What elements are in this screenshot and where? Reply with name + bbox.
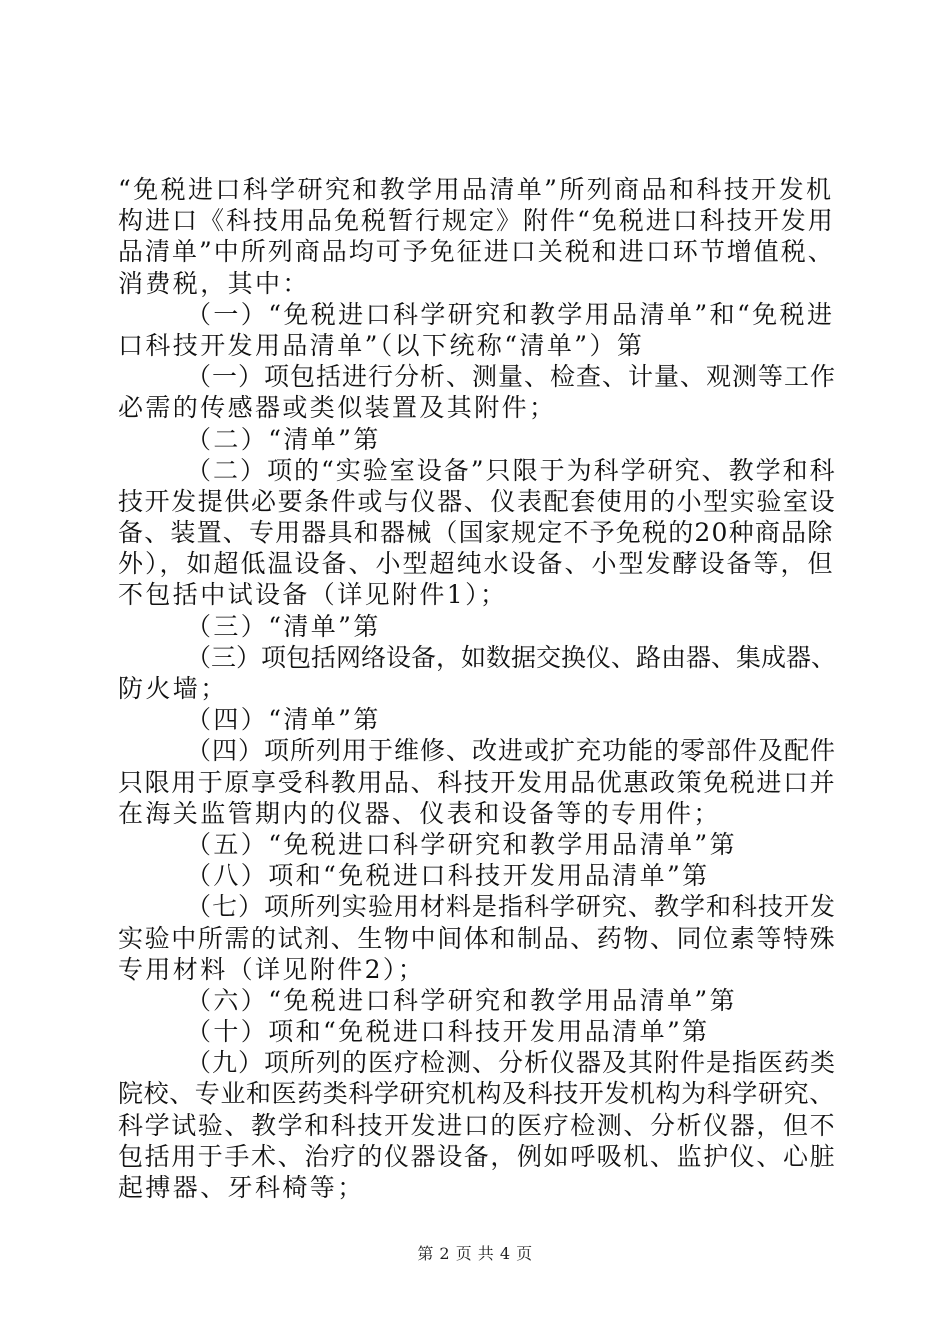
text-line: （十）项和“免税进口科技开发用品清单”第: [186, 1017, 710, 1047]
text-line: 外），如超低温设备、小型超纯水设备、小型发酵设备等，但: [118, 549, 835, 579]
text-line: 构进口《科技用品免税暂行规定》附件“免税进口科技开发用: [118, 206, 835, 236]
text-line: 院校、专业和医药类科学研究机构及科技开发机构为科学研究、: [118, 1079, 835, 1109]
page-footer: 第 2 页 共 4 页: [417, 1244, 533, 1263]
text-line: 专用材料（详见附件2）；: [118, 954, 426, 984]
text-line: （三）“清单”第: [186, 611, 381, 641]
text-line: 科学试验、教学和科技开发进口的医疗检测、分析仪器，但不: [118, 1110, 837, 1140]
text-line: 必需的传感器或类似装置及其附件；: [118, 393, 557, 423]
text-line: （七）项所列实验用材料是指科学研究、教学和科技开发: [186, 892, 837, 922]
text-line: 包括用于手术、治疗的仪器设备，例如呼吸机、监护仪、心脏: [118, 1141, 837, 1171]
text-line: 防火墙；: [118, 674, 228, 703]
text-line: 起搏器、牙科椅等；: [118, 1173, 365, 1202]
text-line: 品清单”中所列商品均可予免征进口关税和进口环节增值税、: [118, 237, 835, 267]
document-body: [118, 174, 838, 1203]
text-line: （四）项所列用于维修、改进或扩充功能的零部件及配件: [186, 736, 837, 766]
text-line: （五）“免税进口科学研究和教学用品清单”第: [186, 829, 737, 859]
text-line: 不包括中试设备（详见附件1）；: [118, 580, 508, 610]
text-line: 实验中所需的试剂、生物中间体和制品、药物、同位素等特殊: [118, 923, 837, 953]
text-line: （六）“免税进口科学研究和教学用品清单”第: [186, 985, 737, 1015]
text-line: （三）项包括网络设备，如数据交换仪、路由器、集成器、: [186, 642, 837, 672]
text-line: （一）项包括进行分析、测量、检查、计量、观测等工作: [186, 362, 837, 392]
text-line: （一）“免税进口科学研究和教学用品清单”和“免税进: [186, 299, 835, 329]
text-line: “免税进口科学研究和教学用品清单”所列商品和科技开发机: [118, 175, 834, 204]
text-line: 消费税，其中：: [118, 268, 310, 298]
text-line: （八）项和“免税进口科技开发用品清单”第: [186, 861, 710, 891]
text-line: 只限用于原享受科教用品、科技开发用品优惠政策免税进口并: [118, 767, 837, 797]
text-line: 口科技开发用品清单”（以下统称“清单”）第: [118, 330, 645, 360]
text-line: （九）项所列的医疗检测、分析仪器及其附件是指医药类: [186, 1048, 837, 1078]
text-line: （二）“清单”第: [186, 424, 381, 454]
text-line: 技开发提供必要条件或与仪器、仪表配套使用的小型实验室设: [118, 486, 837, 516]
text-line: （四）“清单”第: [186, 705, 381, 735]
text-line: （二）项的“实验室设备”只限于为科学研究、教学和科: [186, 455, 837, 485]
text-line: 备、装置、专用器具和器械（国家规定不予免税的20种商品除: [118, 518, 834, 548]
text-line: 在海关监管期内的仪器、仪表和设备等的专用件；: [118, 798, 721, 828]
